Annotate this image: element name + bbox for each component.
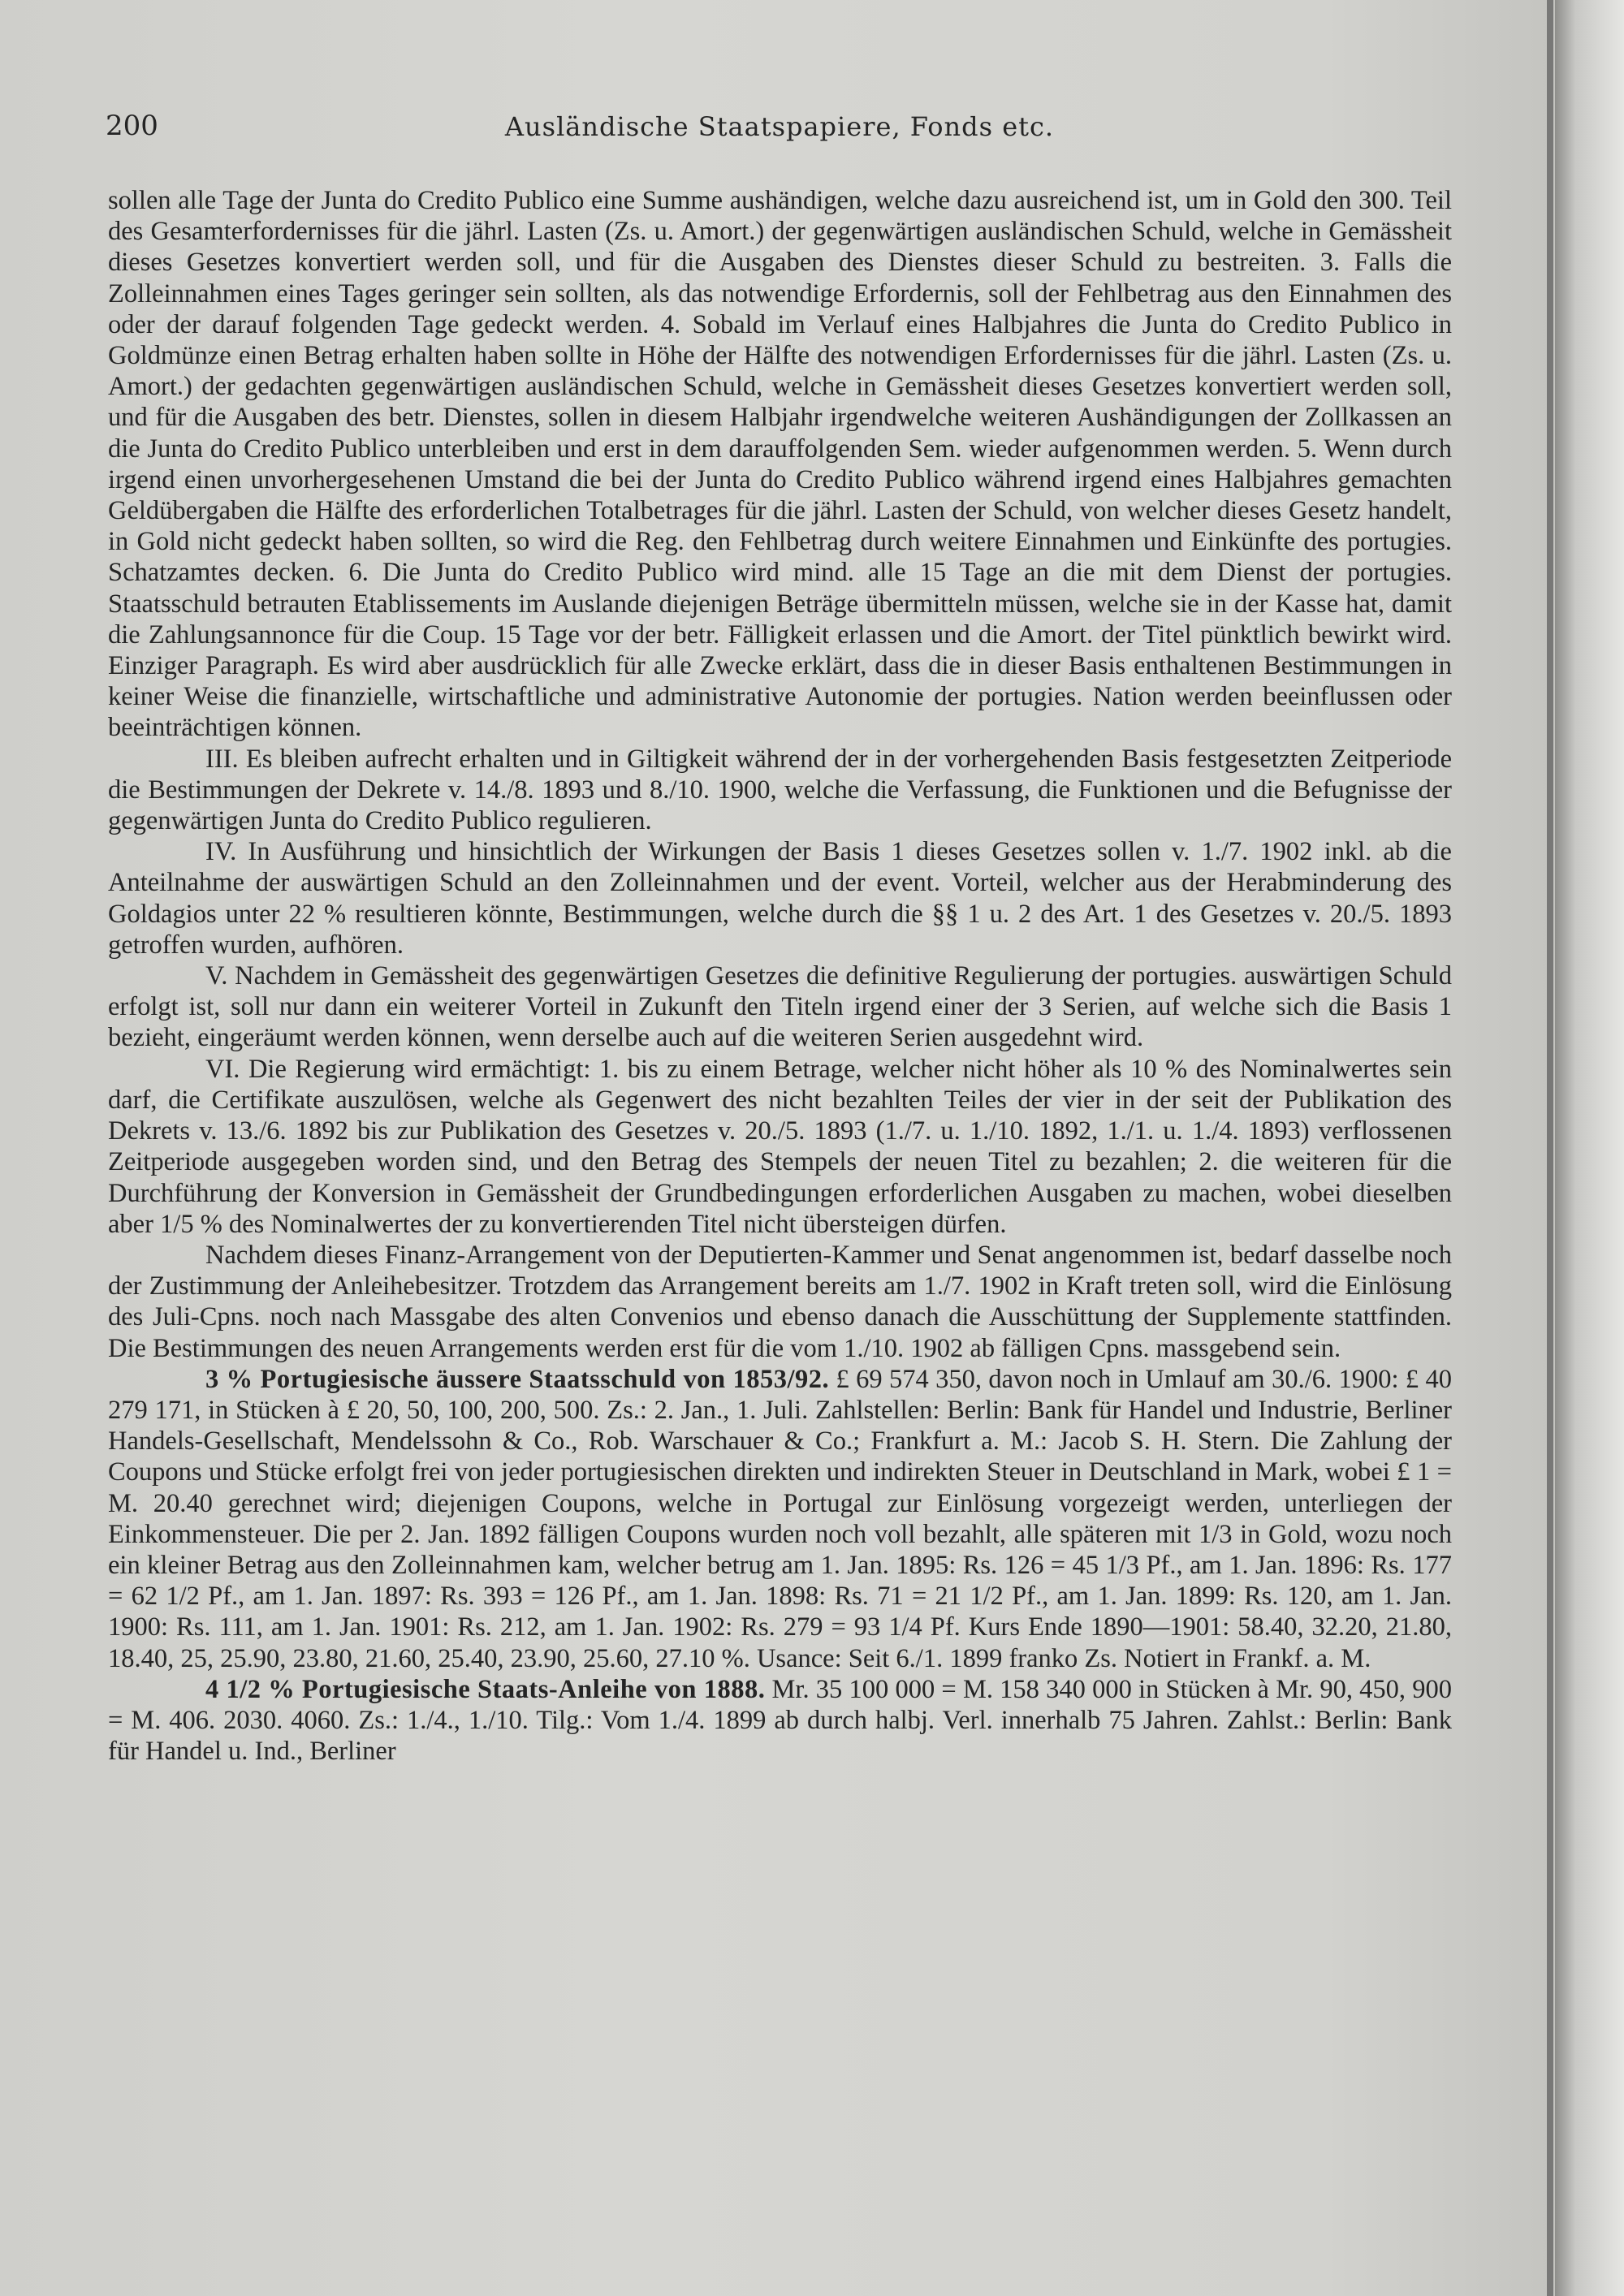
body-text (108, 185, 1452, 1767)
paragraph-basis-continuation: sollen alle Tage der Junta do Credito Publico eine Summe aushändigen, welche dazu ausreichend ist, um in Gold den 300. Teil des Gesamterfordernisses für die jährl. Lasten (Zs. u. Amort.) der gegenwärtigen ausländischen Schuld, welche in Gemässheit dieses Gesetzes konvertiert werden soll, und für die Ausgaben des Dienstes dieser Schuld zu bestreiten. 3. Falls die Zolleinnahmen eines Tages geringer sein sollten, als das notwendige Erfordernis, soll der Fehlbetrag aus den Einnahmen des oder der darauf folgenden Tage gedeckt werden. 4. Sobald im Verlauf eines Halbjahres die Junta do Credito Publico in Goldmünze einen Betrag erhalten haben sollte in Höhe der Hälfte des notwendigen Erfordernisses für die jährl. Lasten (Zs. u. Amort.) der gedachten gegenwärtigen ausländischen Schuld, welche in Gemässheit dieses Gesetzes konvertiert werden soll, und für die Ausgaben des betr. Dienstes, sollen in diesem Halbjahr irgendwelche weiteren Aushändigungen der Zollkassen an die Junta do Credito Publico unterbleiben und erst in dem darauffolgenden Sem. wieder aufgenommen werden. 5. Wenn durch irgend einen unvorhergesehenen Umstand die bei der Junta do Credito Publico während irgend eines Halbjahres gemachten Geldübergaben die Hälfte des erforderlichen Totalbetrages für die jährl. Lasten der Schuld, von welcher dieses Gesetz handelt, in Gold nicht gedeckt haben sollten, so wird die Reg. den Fehlbetrag durch weitere Einnahmen und Einkünfte des portugies. Schatzamtes decken. 6. Die Junta do Credito Publico wird mind. alle 15 Tage an die mit dem Dienst der portugies. Staatsschuld betrauten Etablissements im Auslande diejenigen Beträge übermitteln müssen, welche sie in der Kasse hat, damit die Zahlungsannonce für die Coup. 15 Tage vor der betr. Fälligkeit erlassen und die Amort. der Titel pünktlich bewirkt wird. Einziger Paragraph. Es wird aber ausdrücklich für alle Zwecke erklärt, dass die in dieser Basis enthaltenen Bestimmungen in keiner Weise die finanzielle, wirtschaftliche und administrative Autonomie der portugies. Nation werden beeinflussen oder beeinträchtigen können. (108, 186, 1452, 743)
paragraph-arrangement: Nachdem dieses Finanz-Arrangement von der Deputierten-Kammer und Senat angenommen ist, bedarf dasselbe noch der Zustimmung der Anleihebesitzer. Trotzdem das Arrangement bereits am 1./7. 1902 in Kraft treten soll, wird die Einlösung des Juli-Cpns. noch nach Massgabe des alten Convenios und ebenso danach die Ausschüttung der Supplemente stattfinden. Die Bestimmungen des neuen Arrangements werden erst für die vom 1./10. 1902 ab fälligen Cpns. massgebend sein. (108, 1240, 1452, 1363)
paragraph-iv: IV. In Ausführung und hinsichtlich der Wirkungen der Basis 1 dieses Gesetzes sollen v. 1./7. 1902 inkl. ab die Anteilnahme der auswärtigen Schuld an den Zolleinnahmen und der event. Vorteil, welcher aus der Herabminderung des Goldagios unter 22 % resultieren könnte, Bestimmungen, welche durch die §§ 1 u. 2 des Art. 1 des Gesetzes v. 20./5. 1893 getroffen wurden, aufhören. (108, 837, 1452, 960)
entry-3pct-external-debt (108, 1364, 1452, 1674)
entry-text: Mr. 35 100 000 = M. 158 340 000 in Stücken à Mr. 90, 450, 900 = M. 406. 2030. 4060. Zs.: 1./4., 1./10. Tilg.: Vom 1./4. 1899 ab durch halbj. Verl. innerhalb 75 Jahren. Zahlst.: Berlin: Bank für Handel u. Ind., Berliner (108, 1674, 1452, 1767)
page-edge-line (1547, 0, 1553, 2296)
entry-text: £ 69 574 350, davon noch in Umlauf am 30./6. 1900: £ 40 279 171, in Stücken à £ 20, 50, 100, 200, 500. Zs.: 2. Jan., 1. Juli. Zahlstellen: Berlin: Bank für Handel und Industrie, Berliner Handels-Gesellschaft, Mendelssohn & Co., Rob. Warschauer & Co.; Frankfurt a. M.: Jacob S. H. Stern. Die Zahlung der Coupons und Stücke erfolgt frei von jeder portugiesischen direkten und indirekten Steuer in Deutschland in Mark, wobei £ 1 = M. 20.40 gerechnet wird; diejenigen Coupons, welche in Portugal zur Einlösung vorgezeigt werden, unterliegen der Einkommensteuer. Die per 2. Jan. 1892 fälligen Coupons wurden noch voll bezahlt, alle späteren mit 1/3 in Gold, wozu noch ein kleiner Betrag aus den Zolleinnahmen kam, welcher betrug am 1. Jan. 1895: Rs. 126 = 45 1/3 Pf., am 1. Jan. 1896: Rs. 177 = 62 1/2 Pf., am 1. Jan. 1897: Rs. 393 = 126 Pf., am 1. Jan. 1898: Rs. 71 = 21 1/2 Pf., am 1. Jan. 1899: Rs. 120, am 1. Jan. 1900: Rs. 111, am 1. Jan. 1901: Rs. 212, am 1. Jan. 1902: Rs. 279 = 93 1/4 Pf. Kurs Ende 1890—1901: 58.40, 32.20, 21.80, 18.40, 25, 25.90, 23.80, 21.60, 25.40, 23.90, 25.60, 27.10 %. Usance: Seit 6./1. 1899 franko Zs. Notiert in Frankf. a. M. (108, 1364, 1452, 1673)
entry-4-5pct-loan-1888 (108, 1674, 1452, 1767)
running-head: Ausländische Staatspapiere, Fonds etc. (504, 111, 1055, 142)
paragraph-v: V. Nachdem in Gemässheit des gegenwärtigen Gesetzes die definitive Regulierung der portugies. auswärtigen Schuld erfolgt ist, soll nur dann ein weiterer Vorteil in Zukunft den Titeln irgend einer der 3 Serien, auf welche sich die Basis 1 bezieht, eingeräumt werden können, wenn derselbe auch auf die weiteren Serien ausgedehnt wird. (108, 961, 1452, 1053)
page-header (106, 110, 1453, 152)
page-edge-shadow (1555, 0, 1624, 2296)
paragraph-vi: VI. Die Regierung wird ermächtigt: 1. bis zu einem Betrage, welcher nicht höher als 10 % des Nominalwertes sein darf, die Certifikate auszulösen, welche als Gegenwert des nicht bezahlten Teiles der vier in der seit der Publikation des Dekrets v. 13./6. 1892 bis zur Publikation des Gesetzes v. 20./5. 1893 (1./7. u. 1./10. 1892, 1./1. u. 1./4. 1893) verflossenen Zeitperiode ausgegeben worden sind, und den Betrag des Stempels der neuen Titel zu bezahlen; 2. die weiteren für die Durchführung der Konversion in Gemässheit der Grundbedingungen erforderlichen Ausgaben zu machen, wobei dieselben aber 1/5 % des Nominalwertes der zu konvertierenden Titel nicht übersteigen dürfen. (108, 1054, 1452, 1239)
page-number: 200 (106, 110, 158, 142)
entry-heading: 3 % Portugiesische äussere Staatsschuld von 1853/92. (205, 1364, 830, 1394)
paragraph-iii: III. Es bleiben aufrecht erhalten und in Giltigkeit während der in der vorhergehenden Basis festgesetzten Zeitperiode die Bestimmungen der Dekrete v. 14./8. 1893 und 8./10. 1900, welche die Verfassung, die Funktionen und die Befugnisse der gegenwärtigen Junta do Credito Publico regulieren. (108, 744, 1452, 836)
entry-heading: 4 1/2 % Portugiesische Staats-Anleihe von 1888. (205, 1674, 766, 1704)
